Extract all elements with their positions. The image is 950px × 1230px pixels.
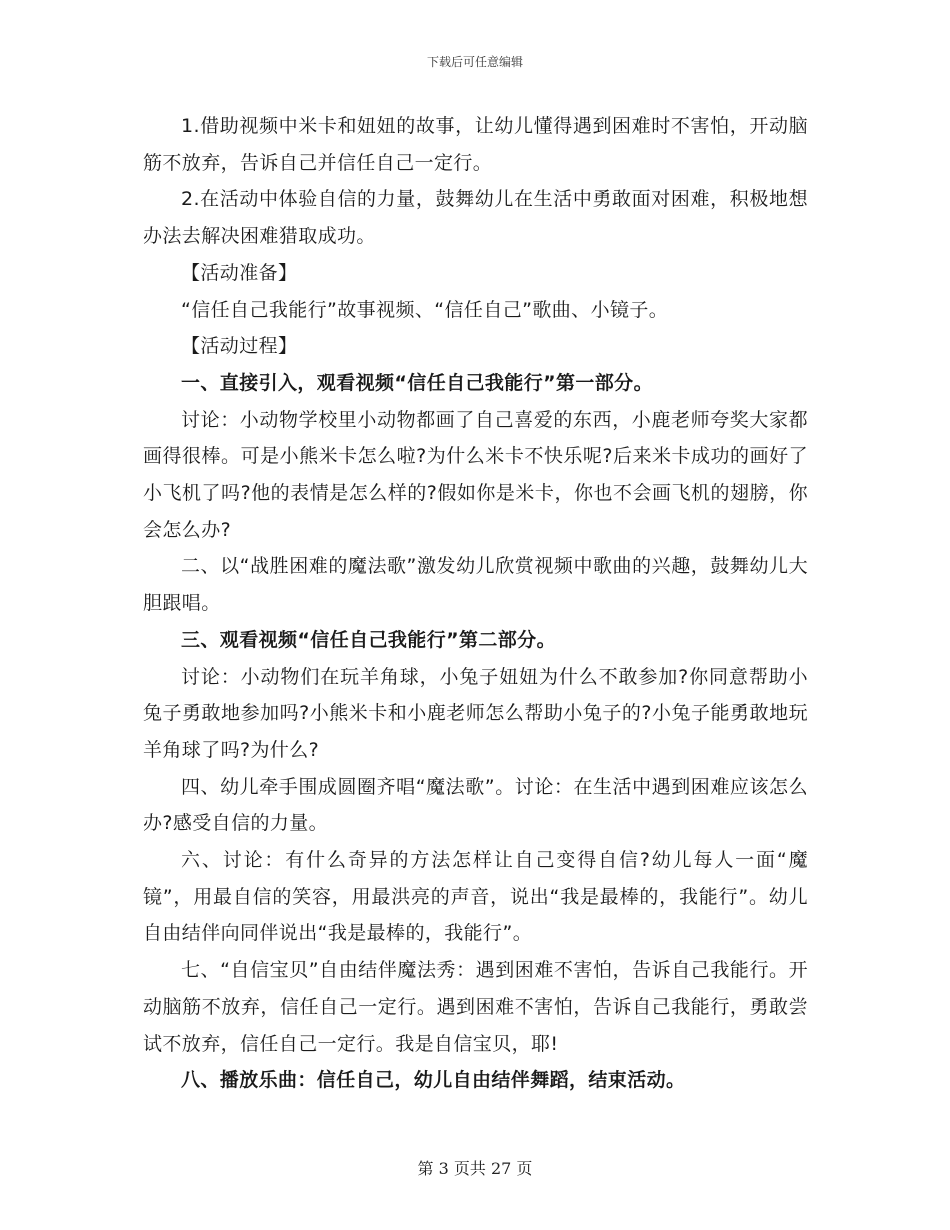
step-4: 四、幼儿牵手围成圆圈齐唱“魔法歌”。讨论：在生活中遇到困难应该怎么办?感受自信的力量。 [143,775,808,835]
document-body [143,108,808,1099]
page-footer: 第 3 页共 27 页 [417,1159,533,1178]
section-heading-preparation: 【活动准备】 [181,261,298,284]
step-8: 八、播放乐曲：信任自己，幼儿自由结伴舞蹈，结束活动。 [181,1069,686,1092]
objective-2: 2.在活动中体验自信的力量，鼓舞幼儿在生活中勇敢面对困难，积极地想办法去解决困难猎取成功。 [143,188,808,248]
step-7: 七、“自信宝贝”自由结伴魔法秀：遇到困难不害怕，告诉自己我能行。开动脑筋不放弃，信任自己一定行。遇到困难不害怕，告诉自己我能行，勇敢尝试不放弃，信任自己一定行。我是自信宝贝，耶! [143,959,808,1055]
step-2: 二、以“战胜困难的魔法歌”激发幼儿欣赏视频中歌曲的兴趣，鼓舞幼儿大胆跟唱。 [143,555,808,615]
objective-1: 1.借助视频中米卡和妞妞的故事，让幼儿懂得遇到困难时不害怕，开动脑筋不放弃，告诉自己并信任自己一定行。 [143,115,808,174]
step-1-heading: 一、直接引入，观看视频“信任自己我能行”第一部分。 [181,371,653,394]
page-header: 下载后可任意编辑 [426,55,523,69]
step-1-discussion: 讨论：小动物学校里小动物都画了自己喜爱的东西，小鹿老师夸奖大家都画得很棒。可是小熊米卡怎么啦?为什么米卡不快乐呢?后来米卡成功的画好了小飞机了吗?他的表情是怎么样的?假如你是米卡，你也不会画飞机的翅膀，你会怎么办? [143,408,808,541]
preparation-materials: “信任自己我能行”故事视频、“信任自己”歌曲、小镜子。 [181,298,669,321]
section-heading-process: 【活动过程】 [181,335,298,358]
step-3-heading: 三、观看视频“信任自己我能行”第二部分。 [181,628,556,651]
step-3-discussion: 讨论：小动物们在玩羊角球，小兔子妞妞为什么不敢参加?你同意帮助小兔子勇敢地参加吗?小熊米卡和小鹿老师怎么帮助小兔子的?小兔子能勇敢地玩羊角球了吗?为什么? [143,665,808,761]
step-6: 六、讨论：有什么奇异的方法怎样让自己变得自信?幼儿每人一面“魔镜”，用最自信的笑容，用最洪亮的声音，说出“我是最棒的，我能行”。幼儿自由结伴向同伴说出“我是最棒的，我能行”。 [143,849,808,945]
